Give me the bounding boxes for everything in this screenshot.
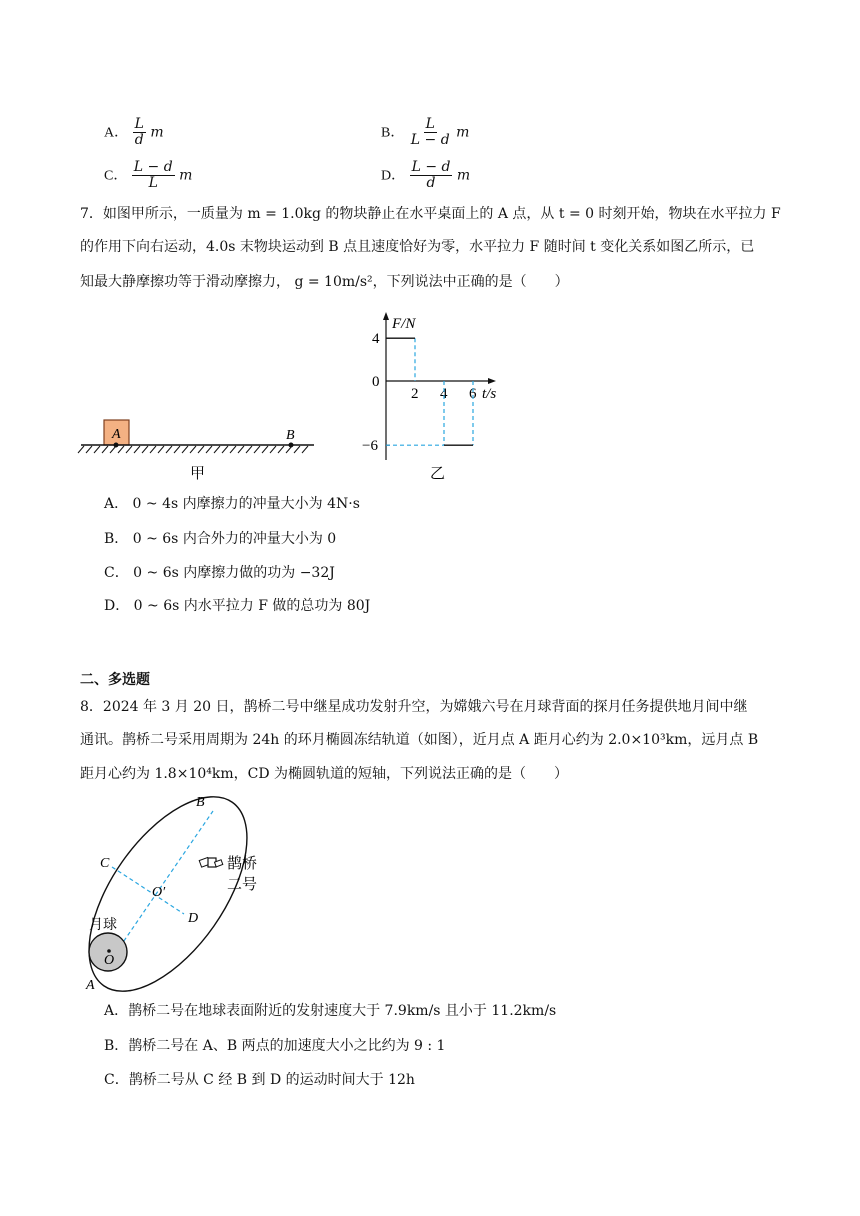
hatch-mark <box>78 446 84 453</box>
hatch-mark <box>198 446 204 453</box>
hatch-mark <box>166 446 172 453</box>
hatch-mark <box>110 446 116 453</box>
x-tick-label: 2 <box>411 386 419 402</box>
y-axis-arrow <box>383 312 389 320</box>
q6-option-a: A． $\frac{L}{d}$ m <box>104 116 164 148</box>
hatch-mark <box>302 446 308 453</box>
hatch-mark <box>278 446 284 453</box>
label-a: A <box>86 978 95 992</box>
hatch-mark <box>174 446 180 453</box>
hatch-mark <box>214 446 220 453</box>
hatch-mark <box>134 446 140 453</box>
q8-option-b: B．鹊桥二号在 A、B 两点的加速度大小之比约为 9 : 1 <box>104 1038 446 1054</box>
satellite-icon <box>199 857 223 867</box>
q8-orbit-figure <box>72 792 272 992</box>
point-b-dot <box>289 443 294 448</box>
minor-axis-dashed <box>112 867 184 914</box>
q7-figure-jia <box>76 415 326 485</box>
hatch-mark <box>222 446 228 453</box>
satellite-label-2: 二号 <box>227 877 258 893</box>
q7-stem-line2: 的作用下向右运动，4.0s 末物块运动到 B 点且速度恰好为零，水平拉力 F 随时间 t 变化关系如图乙所示，已 <box>80 239 755 255</box>
hatch-mark <box>270 446 276 453</box>
ground-hatch <box>78 446 308 453</box>
q7-option-b: B． 0 ~ 6s 内合外力的冲量大小为 0 <box>104 531 337 547</box>
label-c: C <box>100 856 110 871</box>
q8-option-a: A．鹊桥二号在地球表面附近的发射速度大于 7.9km/s 且小于 11.2km/s <box>104 1003 557 1019</box>
hatch-mark <box>294 446 300 453</box>
y-axis-label: F/N <box>392 316 416 332</box>
y-tick-label: 4 <box>372 331 380 348</box>
figure-yi-caption: 乙 <box>430 466 446 482</box>
hatch-mark <box>102 446 108 453</box>
hatch-mark <box>230 446 236 453</box>
hatch-mark <box>158 446 164 453</box>
hatch-mark <box>150 446 156 453</box>
q7-option-a: A． 0 ~ 4s 内摩擦力的冲量大小为 4N·s <box>104 496 360 512</box>
q6-option-b: B． $\frac{L}{L - d}$ m <box>381 116 470 148</box>
label-d: D <box>188 911 199 926</box>
q8-stem-line3: 距月心约为 1.8×10⁴km，CD 为椭圆轨道的短轴，下列说法正确的是（ ） <box>80 766 569 782</box>
satellite-label-1: 鹊桥 <box>227 856 258 872</box>
figure-jia-caption: 甲 <box>190 466 206 482</box>
q8-stem-line1: 8．2024 年 3 月 20 日，鹊桥二号中继星成功发射升空，为嫦娥六号在月球背面的探月任务提供地月间中继 <box>80 699 748 715</box>
q7-stem-line3: 知最大静摩擦功等于滑动摩擦力， g = 10m/s²，下列说法中正确的是（ ） <box>80 274 569 290</box>
hatch-mark <box>142 446 148 453</box>
label-b: B <box>196 795 205 810</box>
label-o-prime: O′ <box>152 885 166 900</box>
x-axis-label: t/s <box>482 386 497 402</box>
hatch-mark <box>246 446 252 453</box>
origin-label: 0 <box>372 374 380 390</box>
x-tick-label: 6 <box>469 386 477 402</box>
y-tick-label: −6 <box>362 438 378 455</box>
point-b-label: B <box>286 428 295 443</box>
hatch-mark <box>94 446 100 453</box>
hatch-mark <box>182 446 188 453</box>
hatch-mark <box>118 446 124 453</box>
block-a-label: A <box>112 427 121 442</box>
x-tick-label: 4 <box>440 386 448 402</box>
q8-option-c: C．鹊桥二号从 C 经 B 到 D 的运动时间大于 12h <box>104 1072 415 1088</box>
label-o: O <box>104 953 115 968</box>
hatch-mark <box>238 446 244 453</box>
hatch-mark <box>86 446 92 453</box>
hatch-mark <box>190 446 196 453</box>
q7-option-d: D． 0 ~ 6s 内水平拉力 F 做的总功为 80J <box>104 598 371 614</box>
q7-figure-yi-chart <box>350 308 520 486</box>
hatch-mark <box>126 446 132 453</box>
q6-option-d: D． $\frac{L - d}{d}$ m <box>381 159 471 191</box>
section-heading-multiple-choice: 二、多选题 <box>80 672 150 688</box>
hatch-mark <box>254 446 260 453</box>
moon-label: 月球 <box>89 918 117 933</box>
hatch-mark <box>262 446 268 453</box>
q7-stem-line1: 7．如图甲所示，一质量为 m = 1.0kg 的物块静止在水平桌面上的 A 点，从 t = 0 时刻开始，物块在水平拉力 F <box>80 206 781 222</box>
q6-option-c: C． $\frac{L - d}{L}$ m <box>104 159 193 191</box>
q7-option-c: C． 0 ~ 6s 内摩擦力做的功为 −32J <box>104 565 335 581</box>
hatch-mark <box>206 446 212 453</box>
x-axis-arrow <box>488 378 496 384</box>
q8-stem-line2: 通讯。鹊桥二号采用周期为 24h 的环月椭圆冻结轨道（如图），近月点 A 距月心约为 2.0×10³km，远月点 B <box>80 732 759 748</box>
